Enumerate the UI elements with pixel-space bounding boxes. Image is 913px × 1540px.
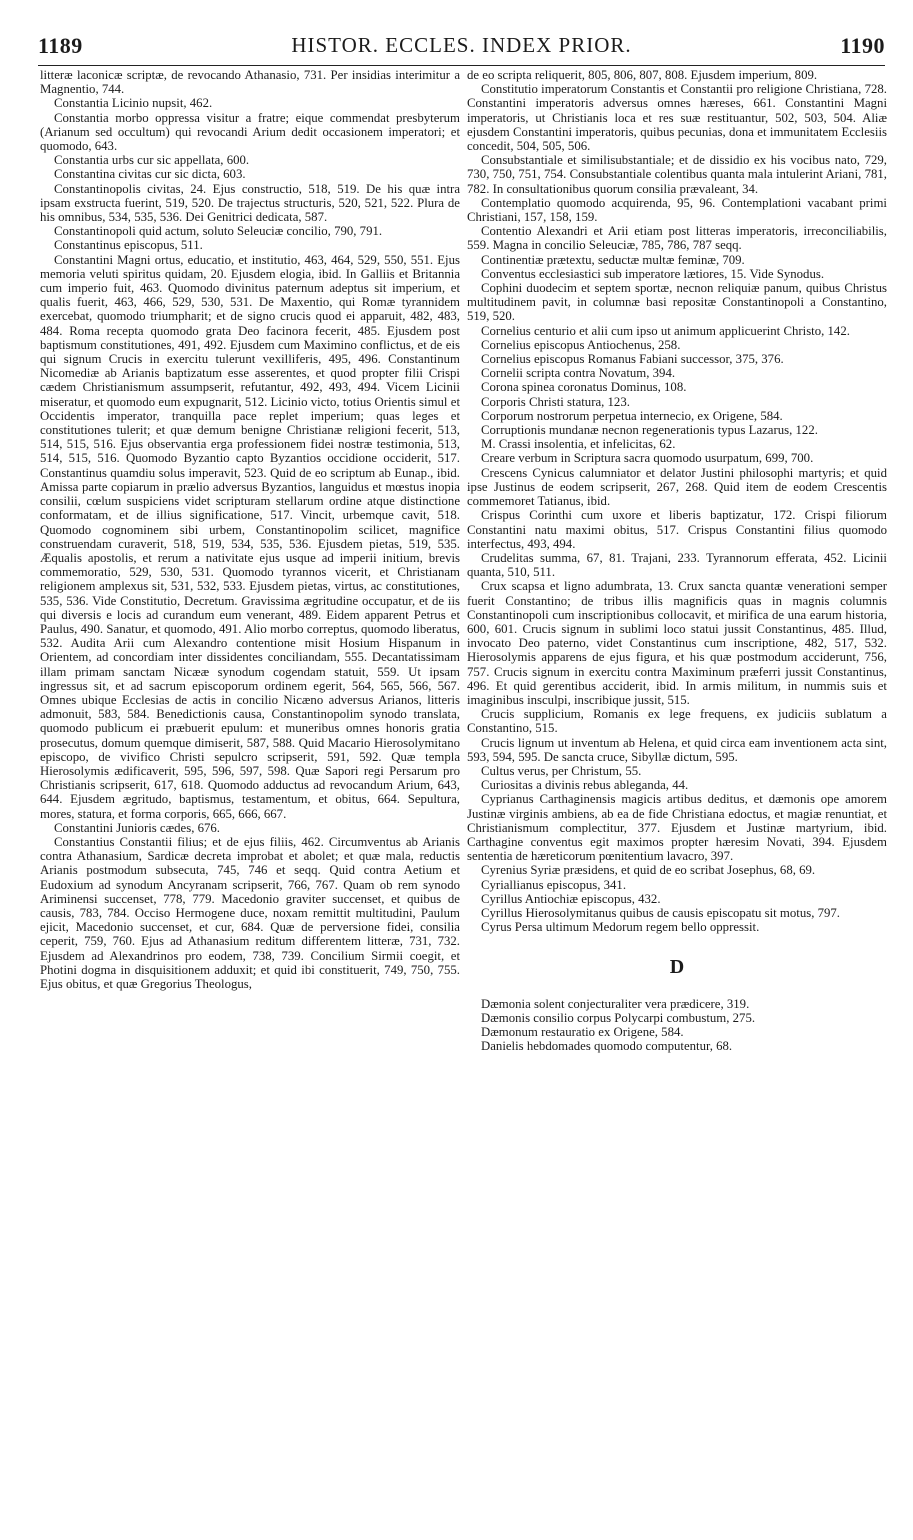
index-entry: Constantius Constantii filius; et de ejus filiis, 462. Circumventus ab Arianis contra Athanasium, Sardicæ decreta improbat et abolet; et quæ mala, reductis Arianis postmodum subsecuta, 745, 746 et seqq. Quid contra Aetium et Eudoxium ad synodum Ancyranam scripserit, 766, 767. Quam ob rem synodo Ariminensi succenset, 778, 779. Macedonio graviter succenset, et quibus de causis, 783, 784. Occiso Hermogene duce, noxam remittit multitudini, Paulum ejicit, Macedonio succenset, et cur, 684. Quæ de perversione fidei, consilia ceperit, 759, 760. Ejus ad Athanasium reditum differentem litteræ, 731, 732. Ejusdem ad Alexandrinos pro eodem, 738, 739. Concilium Sirmii coegit, et Photini dogma in disquisitionem adduxit; et quid ibi constituerit, 749, 750, 755. Ejus obitus, et quæ Gregorius Theologus,	[40, 834, 460, 991]
right-column-entries	[467, 68, 887, 934]
index-entry: Consubstantiale et similisubstantiale; et de dissidio ex his vocibus nato, 729, 730, 750, 751, 754. Consubstantiale colentibus quanta mala intulerint Ariani, 781, 782. In consultationibus quorum consilia prævaleant, 34.	[467, 153, 887, 196]
index-entry: Corporum nostrorum perpetua internecio, ex Origene, 584.	[481, 408, 783, 423]
index-entry: Constantinopoli quid actum, soluto Seleuciæ concilio, 790, 791.	[54, 224, 383, 239]
index-entry: Cornelius episcopus Antiochenus, 258.	[481, 337, 681, 352]
index-entry: Cyrus Persa ultimum Medorum regem bello oppressit.	[481, 920, 760, 935]
right-column-entries-d	[467, 997, 887, 1054]
index-entry: Constantia morbo oppressa visitur a fratre; eique commendat presbyterum (Arianum sed occultum) qui revocandi Arium dedit occasionem imperatori; et quomodo, 643.	[40, 110, 460, 154]
section-letter: D	[669, 956, 685, 979]
index-entry: Constitutio imperatorum Constantis et Constantii pro religione Christiana, 728. Constantini imperatoris adversus omnes hæreses, 661. Constantini Magni imperatoris, ut Christianis loca et res suæ restituantur, 502, 503, 504. Aliæ ejusdem Constantini imperatoris, quibus pecunias, dona et immunitatem Ecclesiis concedit, 504, 505, 506.	[467, 82, 887, 154]
index-entry: Corruptionis mundanæ necnon regenerationis typus Lazarus, 122.	[481, 423, 818, 438]
index-entry: Cyprianus Carthaginensis magicis artibus deditus, et dæmonis ope amorem Justinæ virginis ambiens, ab ea de fide Christiana edoctus, et magiæ renuntiat, et Christianismum complectitur, 377. Ejusdem et Justinæ martyrium, ibid. Carthagine conventus egit maximos propter hæresim Novati, 394. Ejusdem sententia de hæreticorum pœnitentium lavacro, 397.	[467, 792, 887, 864]
index-entry: Cyrillus Hierosolymitanus quibus de causis episcopatu sit motus, 797.	[481, 905, 841, 920]
index-entry: Constantia Licinio nupsit, 462.	[54, 96, 213, 111]
index-entry: Constantina civitas cur sic dicta, 603.	[54, 167, 246, 182]
index-entry: Corona spinea coronatus Dominus, 108.	[481, 380, 687, 395]
index-entry: Cyrillus Antiochiæ episcopus, 432.	[481, 891, 661, 906]
index-entry: Crucis lignum ut inventum ab Helena, et quid circa eam inventionem acta sint, 593, 594, 595. De sancta cruce, Sibyllæ dictum, 595.	[467, 735, 887, 764]
index-entry: Continentiæ prætextu, seductæ multæ feminæ, 709.	[481, 252, 745, 267]
index-entry: Curiositas a divinis rebus ableganda, 44.	[481, 778, 689, 793]
index-entry: Constantia urbs cur sic appellata, 600.	[54, 153, 250, 168]
index-entry: Dæmonis consilio corpus Polycarpi combustum, 275.	[481, 1010, 756, 1025]
left-column	[40, 68, 460, 991]
index-entry: de eo scripta reliquerit, 805, 806, 807, 808. Ejusdem imperium, 809.	[467, 68, 818, 82]
index-entry: Contentio Alexandri et Arii etiam post litteras imperatoris, irreconciliabilis, 559. Magna in concilio Seleuciæ, 785, 786, 787 seqq.	[467, 224, 887, 253]
index-entry: Cornelii scripta contra Novatum, 394.	[481, 366, 676, 381]
header-rule	[38, 65, 885, 66]
index-entry: Dæmonum restauratio ex Origene, 584.	[481, 1025, 684, 1039]
right-column	[467, 68, 887, 1053]
index-entry: Crescens Cynicus calumniator et delator Justini philosophi martyris; et quid ipse Justinus de eodem scripserit, 267, 268. Quid item de eodem Crescentis commemoret Tatianus, ibid.	[467, 465, 887, 509]
page-number-right: 1190	[840, 33, 885, 58]
index-entry: Constantini Junioris cædes, 676.	[54, 820, 221, 835]
index-entry: Conventus ecclesiastici sub imperatore lætiores, 15. Vide Synodus.	[481, 266, 825, 281]
index-entry: Constantinus episcopus, 511.	[54, 238, 203, 253]
index-entry: Crux scapsa et ligno adumbrata, 13. Crux sancta quantæ venerationi semper fuerit Constantino; de tribus illis magnificis quas in magnis columnis Constantinopoli cum inscriptionibus collocavit, et mirifica de una earum historia, 600, 601. Crucis signum in sublimi loco statui jussit Constantinus, 485. Illud, invocato Deo paterno, videt Constantinus cum inscriptione, 482, 517, 532. Hierosolymis apparens de ejus figura, et his quæ postmodum acciderunt, 756, 757. Crucis signum in exercitu contra Maximinum præferri jussit Constantinus, 496. Et quid gerentibus acciderit, ibid. In armis militum, in nummis suis et imaginibus insculpi, inscribique jussit, 515.	[467, 579, 887, 707]
index-entry: Corporis Christi statura, 123.	[481, 394, 630, 409]
page-number-left: 1189	[38, 33, 83, 58]
index-entry: Crispus Corinthi cum uxore et liberis baptizatur, 172. Crispi filiorum Constantini natu maximi obitus, 517. Crispus Constantini filius quomodo interfectus, 493, 494.	[467, 508, 887, 551]
index-entry: Contemplatio quomodo acquirenda, 95, 96. Contemplationi vacabant primi Christiani, 157, 158, 159.	[467, 195, 887, 225]
running-title: HISTOR. ECCLES. INDEX PRIOR.	[291, 33, 632, 57]
index-entry: Cophini duodecim et septem sportæ, necnon reliquiæ panum, quibus Christus multitudinem pavit, in columnæ basi repositæ Constantinopoli a Constantino, 519, 520.	[467, 281, 887, 324]
index-entry: M. Crassi insolentia, et infelicitas, 62.	[481, 437, 676, 452]
index-entry: Constantinopolis civitas, 24. Ejus constructio, 518, 519. De his quæ intra ipsam exstructa fuerint, 519, 520. De trajectus structuris, 520, 521, 522. Plura de his omnibus, 534, 535, 536. Dei Genitrici dedicata, 587.	[40, 181, 460, 225]
index-entry: Crudelitas summa, 67, 81. Trajani, 233. Tyrannorum efferata, 452. Licinii quanta, 510, 511.	[467, 550, 887, 580]
page-header	[38, 33, 885, 63]
index-entry: Cultus verus, per Christum, 55.	[481, 763, 642, 778]
index-entry: Danielis hebdomades quomodo computentur, 68.	[481, 1039, 733, 1054]
index-entry: Crucis supplicium, Romanis ex lege frequens, ex judiciis sublatum a Constantino, 515.	[467, 707, 887, 736]
index-entry: Constantini Magni ortus, educatio, et institutio, 463, 464, 529, 550, 551. Ejus memoria veluti spiritus quidam, 20. Ejusdem elogia, ibid. In Galliis et Britannia cum imperio fuit, 463. Quomodo divinitus paternum adeptus sit imperium, et qualis fuerit, 463, 466, 529, 530, 531. De Maxentio, qui Romæ tyrannidem exercebat, quomodo triumpharit; et de signo crucis quod ei apparuit, 482, 483, 484. Roma recepta quomodo grata Deo facinora fecerit, 485. Ejusdem post baptismum constitutiones, 491, 492. Ejusdem cum Maximino conflictus, et de eis qui signum Crucis in exercitu tulerunt vexilliferis, 495, 496. Constantinum Nicomediæ ab Arianis baptizatum esse asserentes, et quod propter filii Crispi cædem Christianismum assumpserit, refutantur, 492, 493, 494. Vicem Licinii miseratur, et quomodo eum expugnarit, 512. Licinio victo, totius Orientis simul et Occidentis imperator, tranquilla pace replet imperium; quas leges et constitutiones tulerit; et quæ demum benigne Christianæ religioni fecerit, 513, 514, 515, 516. Ejus observantia erga professionem fidei nostræ testimonia, 513, 514, 515, 516. Quomodo Byzantio capto Byzantios occidione occiderit, 517. Constantinus quamdiu solus imperavit, 523. Quid de eo scriptum ab Eunap., ibid. Amissa parte copiarum in prælio adversus Byzantios, languidus et mœstus inopia consilii, cœlum suspiciens videt scripturam stellarum ordine atque distinctione conformatam, et de illius significatione, 517. Vincit, urbemque cavit, 518. Quomodo cognominem sibi urbem, Constantinopolim scilicet, magnifice construendam curaverit, 518, 519, 534, 535, 536. Ejusdem pietas, 519, 535. Æqualis apostolis, et rerum a nativitate ejus usque ad imperii initium, brevis commemoratio, 529, 530, 531. Quomodo tyrannos vicerit, et Christianam religionem amplexus sit, 531, 532, 533. Ejusdem pietas, virtus, ac constitutiones, 535, 536. Vide Constitutio, Decretum. Gravissima ægritudine occupatur, et de iis qui diversis e locis ad curandum eum venerant, 489. Eidem apparent Petrus et Paulus, 490. Sanatur, et quomodo, 491. Alio morbo correptus, quomodo liberatus, 532. Audita Arii cum Alexandro contentione misit Hosium Hispanum in Orientem, ad concordiam inter dissidentes conciliandam, 555. Decantatissimam illam primam sanctam Nicææ synodum cogendam statuit, 559. Ut ipsam ingressus sit, et ad sacrum episcoporum ordinem egerit, 564, 565, 566, 567. Omnes ubique Ecclesias de actis in concilio Nicæno adversus Arianos, litteris admonuit, 583, 584. Benedictionis causa, Constantinopolim synodo translata, quomodo publicum ei præbuerit epulum: et muneribus omnes honoris gratia prosecutus, domum quemque dimiserit, 587, 588. Quid Macario Hierosolymitano episcopo, de vivifico Christi sepulcro scripserit, 591, 592. Quæ templa Hierosolymis ædificaverit, 595, 596, 597, 598. Quæ Sapori regi Persarum pro Christianis scripserit, 617, 618. Quomodo adductus ad revocandum Arium, 643, 644. Ejusdem ægritudo, baptismus, testamentum, et obitus, 664. Sepultura, mores, statura, et forma corporis, 665, 666, 667.	[40, 252, 460, 821]
index-entry: litteræ laconicæ scriptæ, de revocando Athanasio, 731. Per insidias interimitur a Magnentio, 744.	[40, 68, 460, 97]
index-entry: Cornelius episcopus Romanus Fabiani successor, 375, 376.	[481, 352, 784, 367]
index-entry: Creare verbum in Scriptura sacra quomodo usurpatum, 699, 700.	[481, 451, 814, 466]
index-entry: Cornelius centurio et alii cum ipso ut animum applicuerint Christo, 142.	[481, 323, 850, 338]
index-entry: Dæmonia solent conjecturaliter vera prædicere, 319.	[481, 996, 750, 1011]
index-entry: Cyrenius Syriæ præsidens, et quid de eo scribat Josephus, 68, 69.	[481, 863, 816, 878]
index-entry: Cyriallianus episcopus, 341.	[481, 877, 627, 892]
